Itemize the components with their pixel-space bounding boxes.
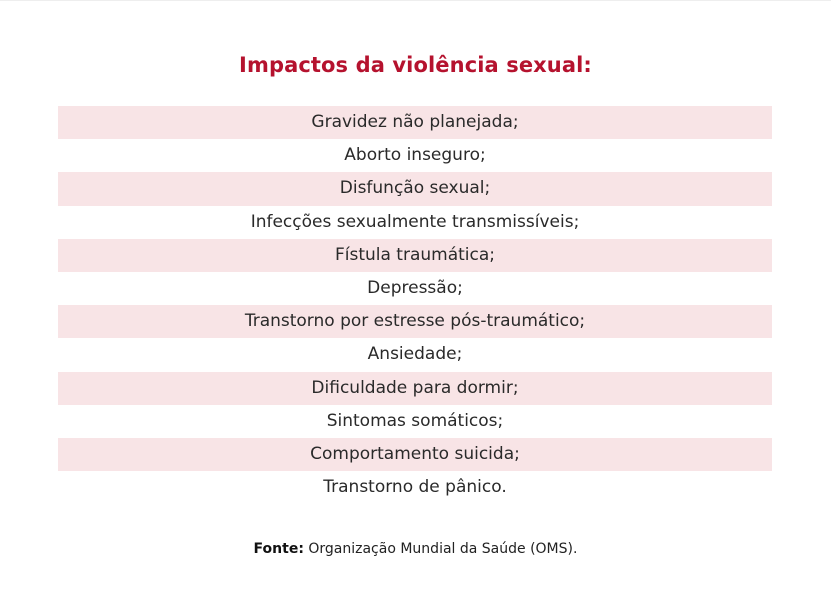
list-item: Dificuldade para dormir;	[58, 372, 772, 405]
list-item: Ansiedade;	[367, 344, 463, 365]
list-item: Gravidez não planejada;	[58, 106, 772, 139]
list-item: Fístula traumática;	[58, 239, 772, 272]
list-item: Transtorno por estresse pós-traumático;	[58, 305, 772, 338]
list-item: Transtorno de pânico.	[323, 477, 507, 498]
list-item: Sintomas somáticos;	[326, 410, 504, 431]
list-item: Aborto inseguro;	[344, 145, 486, 166]
source-text: Organização Mundial da Saúde (OMS).	[308, 541, 578, 557]
page-title: Impactos da violência sexual:	[239, 53, 592, 77]
impacts-list	[58, 106, 772, 504]
list-item: Disfunção sexual;	[58, 172, 772, 205]
source-note	[0, 541, 831, 557]
list-item: Comportamento suicida;	[58, 438, 772, 471]
top-divider	[0, 0, 831, 1]
list-item: Infecções sexualmente transmissíveis;	[250, 211, 580, 232]
source-label: Fonte:	[253, 541, 304, 557]
list-item: Depressão;	[367, 277, 463, 298]
